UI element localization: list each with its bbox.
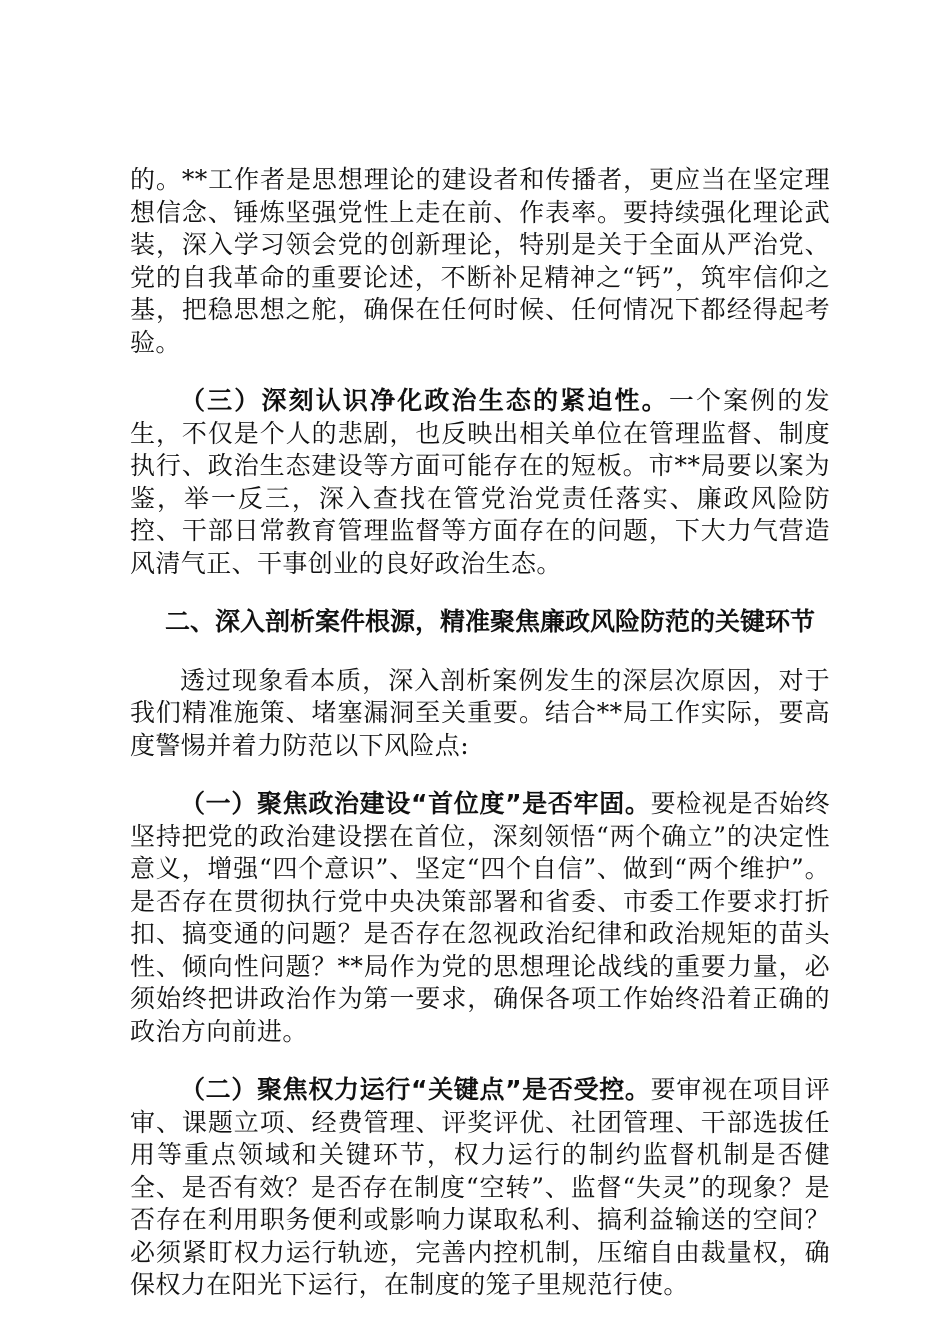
section-one-body: 要检视是否始终坚持把党的政治建设摆在首位，深刻领悟“两个确立”的决定性意义，增强“四个意识”、坚定“四个自信”、做到“两个维护”。是否存在贯彻执行党中央决策部署和省委、市委工作要求打折扣、搞变通的问题？是否存在忽视政治纪律和政治规矩的苗头性、倾向性问题？**局作为党的思想理论战线的重要力量，必须始终把讲政治作为第一要求，确保各项工作始终沿着正确的政治方向前进。 (130, 789, 830, 1046)
section-one-title: （一）聚焦政治建设“首位度”是否牢固。 (180, 789, 651, 818)
paragraph-gap (130, 639, 830, 665)
intro-text: 透过现象看本质，深入剖析案例发生的深层次原因，对于我们精准施策、堵塞漏洞至关重要。结合**局工作实际，要高度警惕并着力防范以下风险点: (130, 665, 830, 760)
section-two-body: 要审视在项目评审、课题立项、经费管理、评奖评优、社团管理、干部选拔任用等重点领域和关键环节，权力运行的制约监督机制是否健全、是否有效？是否存在制度“空转”、监督“失灵”的现象？是否存在利用职务便利或影响力谋取私利、搞利益输送的空间？必须紧盯权力运行轨迹，完善内控机制，压缩自由裁量权，确保权力在阳光下运行，在制度的笼子里规范行使。 (130, 1075, 830, 1299)
section-two-title: （二）聚焦权力运行“关键点”是否受控。 (180, 1075, 651, 1104)
paragraph-gap (130, 1048, 830, 1074)
paragraph-continuation (130, 164, 830, 359)
section-three-title: （三）深刻认识净化政治生态的紧迫性。 (180, 386, 669, 415)
document-body (130, 164, 830, 1302)
section-three-paragraph (130, 385, 830, 580)
chapter-two-intro (130, 665, 830, 763)
paragraph-text: 的。**工作者是思想理论的建设者和传播者，更应当在坚定理想信念、锤炼坚强党性上走在前、作表率。要持续强化理论武装，深入学习领会党的创新理论，特别是关于全面从严治党、党的自我革命的重要论述，不断补足精神之“钙”，筑牢信仰之基，把稳思想之舵，确保在任何时候、任何情况下都经得起考验。 (130, 165, 830, 357)
paragraph-gap (130, 359, 830, 385)
section-one-paragraph (130, 788, 830, 1048)
section-three-body: 一个案例的发生，不仅是个人的悲剧，也反映出相关单位在管理监督、制度执行、政治生态建设等方面可能存在的短板。市**局要以案为鉴，举一反三，深入查找在管党治党责任落实、廉政风险防控、干部日常教育管理监督等方面存在的问题，下大力气营造风清气正、干事创业的良好政治生态。 (130, 386, 830, 578)
paragraph-gap (130, 580, 830, 606)
paragraph-gap (130, 762, 830, 788)
chapter-two-heading: 二、深入剖析案件根源，精准聚焦廉政风险防范的关键环节 (165, 607, 816, 636)
section-two-paragraph (130, 1074, 830, 1302)
